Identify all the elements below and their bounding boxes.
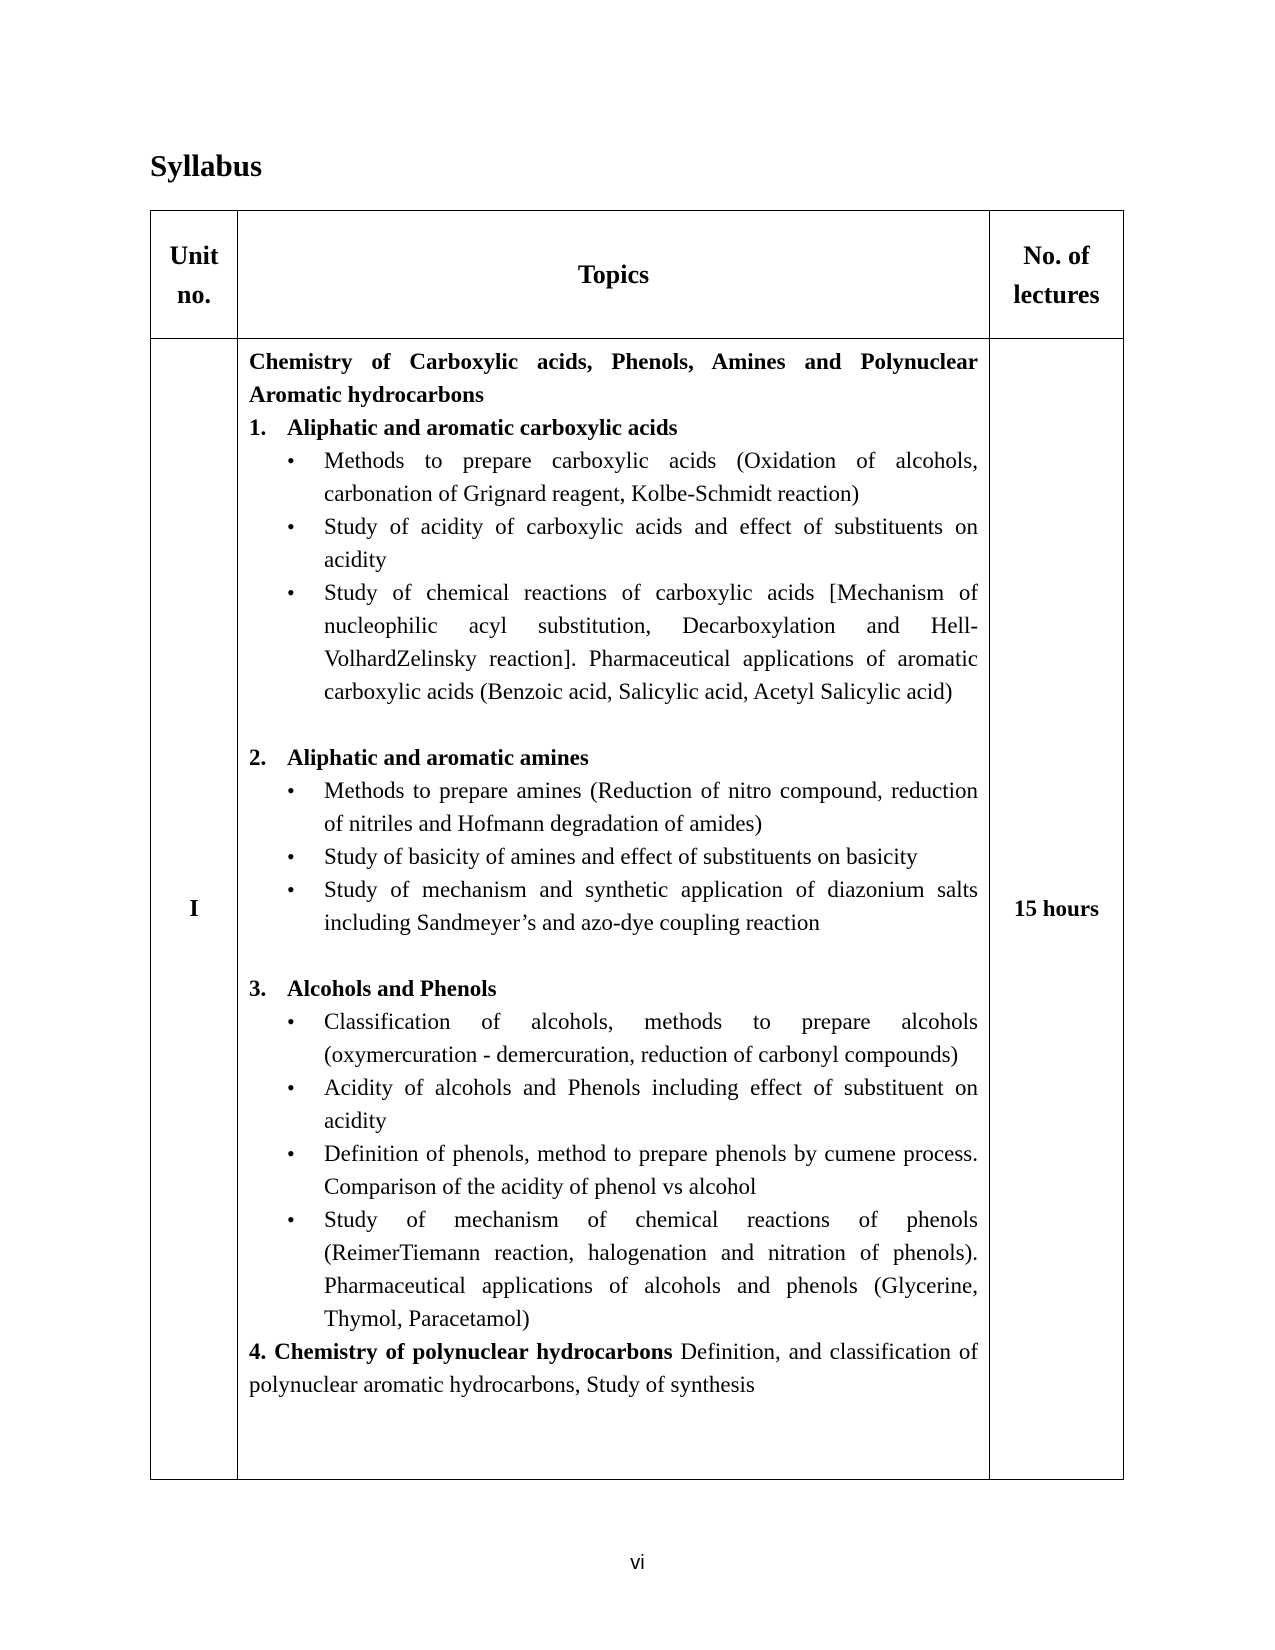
topic-list — [249, 774, 978, 939]
page-title: Syllabus — [150, 148, 263, 183]
section-number: 3. — [249, 976, 267, 1001]
syllabus-table — [150, 210, 1124, 1480]
list-item: • Methods to prepare amines (Reduction of nitro compound, reduction of nitriles and Hofmann degradation of amides) — [249, 774, 978, 840]
table-row — [151, 339, 1124, 1480]
section-heading — [249, 741, 978, 774]
section-carboxylic-acids — [249, 411, 978, 708]
lectures-header: No. of lectures — [990, 211, 1124, 339]
section-alcohols-phenols — [249, 972, 978, 1335]
unit-number: I — [151, 339, 238, 1480]
section-title: Chemistry of polynuclear hydrocarbons — [274, 1339, 673, 1364]
section-number: 2. — [249, 745, 267, 770]
list-item: • Study of acidity of carboxylic acids and effect of substituents on acidity — [249, 510, 978, 576]
list-item: • Classification of alcohols, methods to prepare alcohols (oxymercuration - demercuration, reduction of carbonyl compounds) — [249, 1005, 978, 1071]
list-item: • Study of mechanism of chemical reactions of phenols (ReimerTiemann reaction, halogenation and nitration of phenols). Pharmaceutical applications of alcohols and phenols (Glycerine, Thymol, Paracetamol) — [249, 1203, 978, 1335]
list-item: • Study of chemical reactions of carboxylic acids [Mechanism of nucleophilic acyl substitution, Decarboxylation and Hell-VolhardZelinsky reaction]. Pharmaceutical applications of aromatic carboxylic acids (Benzoic acid, Salicylic acid, Acetyl Salicylic acid) — [249, 576, 978, 708]
section-title: Aliphatic and aromatic carboxylic acids — [287, 415, 678, 440]
unit-no-header: Unit no. — [151, 211, 238, 339]
list-item: • Methods to prepare carboxylic acids (Oxidation of alcohols, carbonation of Grignard reagent, Kolbe-Schmidt reaction) — [249, 444, 978, 510]
spacer — [249, 708, 978, 741]
list-item: • Study of basicity of amines and effect of substituents on basicity — [249, 840, 978, 873]
section-polynuclear-hydrocarbons — [249, 1335, 978, 1401]
section-heading — [249, 411, 978, 444]
spacer — [249, 939, 978, 972]
topic-list — [249, 444, 978, 708]
table-header-row — [151, 211, 1124, 339]
section-number: 4. — [249, 1339, 267, 1364]
section-text: Definition, and classification of polynuclear aromatic hydrocarbons, Study of synthesis — [249, 1339, 979, 1397]
section-amines — [249, 741, 978, 939]
topics-header: Topics — [238, 211, 990, 339]
list-item: • Acidity of alcohols and Phenols including effect of substituent on acidity — [249, 1071, 978, 1137]
section-number: 1. — [249, 415, 267, 440]
lecture-hours: 15 hours — [990, 339, 1124, 1480]
section-title: Aliphatic and aromatic amines — [287, 745, 589, 770]
list-item: • Definition of phenols, method to prepare phenols by cumene process. Comparison of the acidity of phenol vs alcohol — [249, 1137, 978, 1203]
section-title: Alcohols and Phenols — [287, 976, 497, 1001]
unit-heading: Chemistry of Carboxylic acids, Phenols, Amines and Polynuclear Aromatic hydrocarbons — [249, 349, 978, 407]
section-heading — [249, 972, 978, 1005]
topics-cell — [238, 339, 990, 1480]
list-item: • Study of mechanism and synthetic application of diazonium salts including Sandmeyer’s and azo-dye coupling reaction — [249, 873, 978, 939]
topic-list — [249, 1005, 978, 1335]
page-number: vi — [630, 1552, 645, 1574]
